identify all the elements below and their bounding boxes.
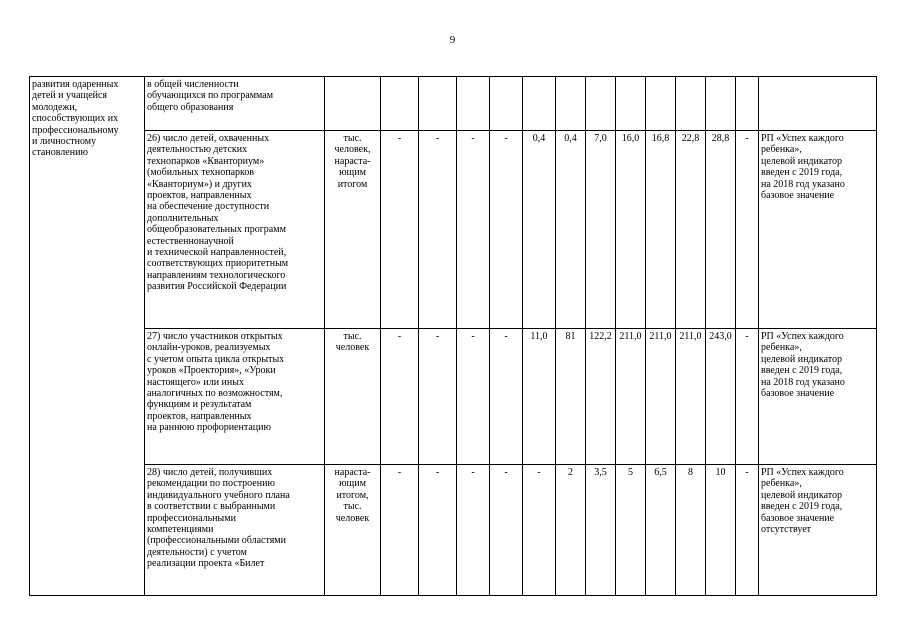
value-cell: - — [490, 329, 523, 465]
table-row — [30, 131, 877, 329]
value-cell: 0,4 — [523, 131, 556, 329]
page-number: 9 — [449, 34, 456, 46]
note-cell — [759, 465, 877, 596]
value-cell: - — [457, 465, 490, 596]
unit-text: тыс. человек, нараста- ющим итогом — [334, 133, 371, 190]
value-cell: 2 — [556, 465, 586, 596]
unit-cell — [325, 77, 381, 131]
value-cell — [419, 77, 457, 131]
value-cell: 0,4 — [556, 131, 586, 329]
value-cell: 5 — [616, 465, 646, 596]
value-cell: 11,0 — [523, 329, 556, 465]
value-cell — [676, 77, 706, 131]
value-cell: 211,0 — [676, 329, 706, 465]
goal-text: развития одаренных детей и учащейся молодежи, способствующих их профессиональному и личностному становлению — [32, 79, 119, 159]
value-cell — [616, 77, 646, 131]
indicator-cell — [145, 131, 325, 329]
value-cell: - — [523, 465, 556, 596]
value-cell: 122,2 — [586, 329, 616, 465]
value-cell — [490, 77, 523, 131]
value-cell — [457, 77, 490, 131]
value-cell: - — [419, 465, 457, 596]
unit-text: тыс. человек — [335, 331, 370, 354]
value-cell: 3,5 — [586, 465, 616, 596]
indicators-table — [29, 76, 877, 596]
note-cell — [759, 131, 877, 329]
value-cell: - — [381, 329, 419, 465]
note-text: РП «Успех каждого ребенка», целевой индикатор введен с 2019 года, базовое значение отсутствует — [761, 467, 844, 536]
value-cell: 22,8 — [676, 131, 706, 329]
value-cell — [556, 77, 586, 131]
value-cell — [586, 77, 616, 131]
note-cell — [759, 77, 877, 131]
value-cell: - — [419, 131, 457, 329]
value-cell — [381, 77, 419, 131]
value-cell: 6,5 — [646, 465, 676, 596]
note-text: РП «Успех каждого ребенка», целевой индикатор введен с 2019 года, на 2018 год указано базовое значение — [761, 133, 845, 202]
note-text: РП «Успех каждого ребенка», целевой индикатор введен с 2019 года, на 2018 год указано базовое значение — [761, 331, 845, 400]
unit-text: нараста- ющим итогом, тыс. человек — [334, 467, 371, 524]
value-cell: 8 — [676, 465, 706, 596]
value-cell: 7,0 — [586, 131, 616, 329]
value-cell: 211,0 — [646, 329, 676, 465]
indicator-cell — [145, 77, 325, 131]
indicator-text: в общей численности обучающихся по программам общего образования — [147, 79, 274, 113]
value-cell: 16,8 — [646, 131, 676, 329]
value-cell: 16,0 — [616, 131, 646, 329]
value-cell: - — [736, 329, 759, 465]
value-cell — [706, 77, 736, 131]
unit-cell — [325, 329, 381, 465]
value-cell: - — [381, 465, 419, 596]
table-row — [30, 77, 877, 131]
value-cell: - — [490, 465, 523, 596]
value-cell: 10 — [706, 465, 736, 596]
value-cell: - — [381, 131, 419, 329]
goal-cell — [30, 77, 145, 596]
value-cell — [736, 77, 759, 131]
indicator-text: 26) число детей, охваченных деятельностью детских технопарков «Кванториум» (мобильных технопарков «Кванториум») и других проектов, направленных на обеспечение доступности дополнительных общеобразовательных программ естественнонаучной и технической направленностей, соответствующих приоритетным направлениям технологического развития Российской Федерации — [147, 133, 289, 293]
table-row — [30, 329, 877, 465]
indicator-cell — [145, 465, 325, 596]
table-row — [30, 465, 877, 596]
value-cell — [646, 77, 676, 131]
unit-cell — [325, 465, 381, 596]
value-cell — [523, 77, 556, 131]
note-cell — [759, 329, 877, 465]
value-cell: 81 — [556, 329, 586, 465]
value-cell: - — [457, 329, 490, 465]
value-cell: - — [736, 465, 759, 596]
value-cell: 28,8 — [706, 131, 736, 329]
unit-cell — [325, 131, 381, 329]
value-cell: - — [490, 131, 523, 329]
value-cell: 211,0 — [616, 329, 646, 465]
indicator-text: 28) число детей, получивших рекомендации по построению индивидуального учебного плана в соответствии с выбранными профессиональными компетенциями (профессиональными областями деятельности) с учетом реализации проекта «Билет — [147, 467, 290, 570]
value-cell: - — [736, 131, 759, 329]
value-cell: 243,0 — [706, 329, 736, 465]
value-cell: - — [419, 329, 457, 465]
indicator-cell — [145, 329, 325, 465]
indicator-text: 27) число участников открытых онлайн-уроков, реализуемых с учетом опыта цикла открытых уроков «Проектория», «Уроки настоящего» или иных аналогичных по возможностям, функциям и результатам проектов, направленных на раннюю профориентацию — [147, 331, 285, 434]
value-cell: - — [457, 131, 490, 329]
